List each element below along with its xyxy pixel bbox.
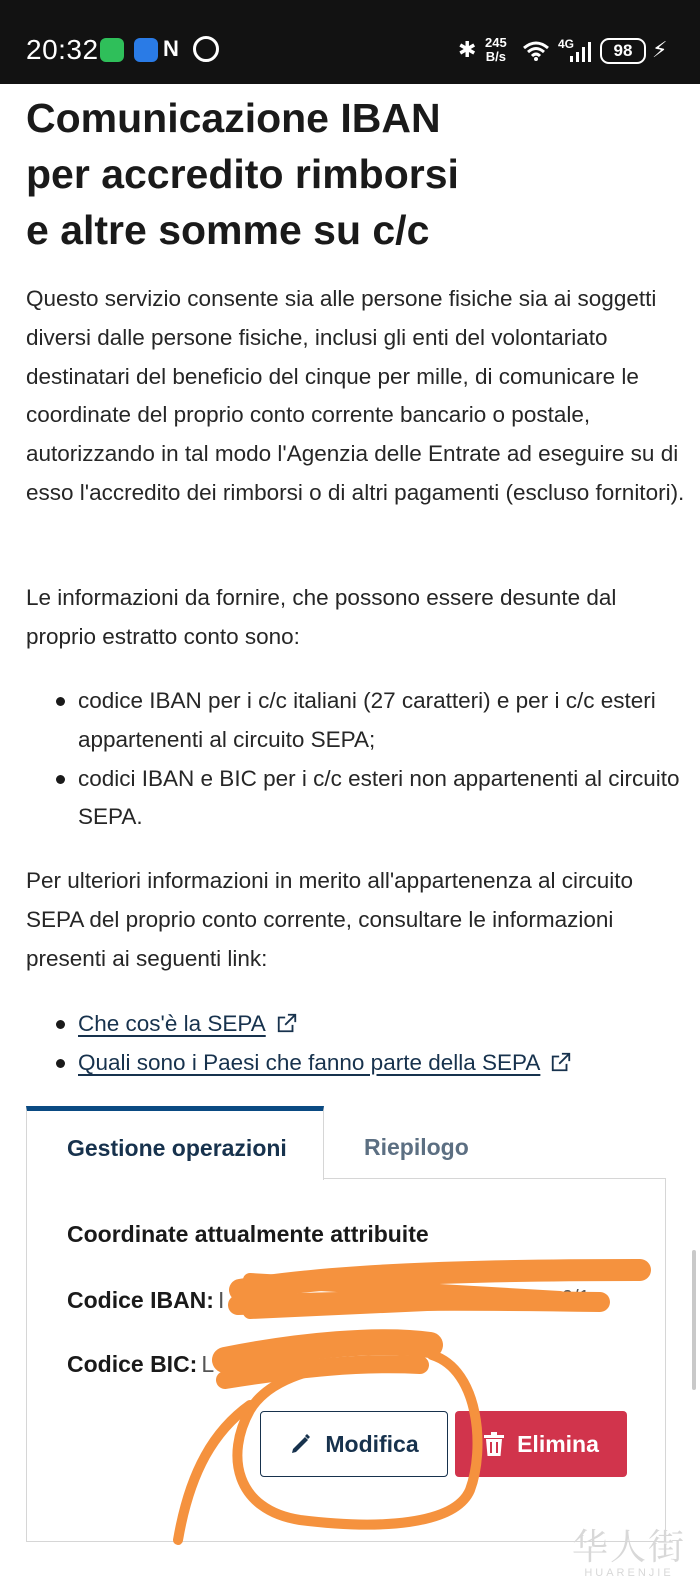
page-title: Comunicazione IBAN per accredito rimborsi e altre somme su c/c: [26, 95, 459, 253]
pencil-icon: [289, 1432, 313, 1456]
bluetooth-icon: ✱: [458, 38, 477, 63]
external-link-icon[interactable]: [276, 1012, 298, 1034]
bic-label: Codice BIC:: [67, 1351, 198, 1377]
sepa-info-link[interactable]: Che cos'è la SEPA: [78, 1011, 266, 1036]
sepa-countries-link[interactable]: Quali sono i Paesi che fanno parte della SEPA: [78, 1049, 541, 1075]
list-item: [26, 1044, 686, 1083]
bic-value: L: [201, 1351, 215, 1377]
battery-indicator: 98: [600, 38, 646, 64]
alarm-icon: [193, 36, 219, 62]
tab-bar: [26, 1106, 666, 1179]
mail-icon: [134, 38, 158, 62]
list-item: [26, 1005, 686, 1044]
iban-label: Codice IBAN:: [67, 1287, 214, 1313]
info-list: [26, 682, 686, 837]
wifi-icon: [522, 40, 550, 62]
network-type: 4G: [558, 37, 575, 51]
edit-button[interactable]: [260, 1411, 448, 1477]
network-speed: 245 B/s: [485, 35, 507, 64]
watermark: 华人街 HUARENJIE: [571, 1526, 686, 1579]
status-bar: [0, 0, 700, 84]
list-item: codice IBAN per i c/c italiani (27 caratteri) e per i c/c esteri appartenenti al circuito SEPA;: [26, 682, 686, 760]
scrollbar[interactable]: [692, 1250, 696, 1390]
sepa-intro-paragraph: Per ulteriori informazioni in merito all'appartenenza al circuito SEPA del proprio conto corrente, consultare le informazioni presenti ai seguenti link:: [26, 868, 634, 971]
signal-icon: [570, 42, 592, 62]
edit-button-label: Modifica: [325, 1430, 419, 1457]
iban-value: I: [217, 1287, 225, 1313]
panel-heading: Coordinate attualmente attribuite: [67, 1221, 429, 1247]
sepa-links-list: [26, 1005, 686, 1083]
nfc-icon: N: [163, 36, 179, 61]
list-item: codici IBAN e BIC per i c/c esteri non appartenenti al circuito SEPA.: [26, 760, 686, 838]
info-intro-paragraph: Le informazioni da fornire, che possono essere desunte dal proprio estratto conto sono:: [26, 585, 617, 649]
bic-field: [67, 1351, 214, 1378]
tab-panel: [26, 1179, 666, 1542]
trash-icon: [483, 1432, 505, 1456]
main-content: [26, 90, 685, 1075]
intro-paragraph: Questo servizio consente sia alle persone fisiche sia ai soggetti diversi dalle persone fisiche, inclusi gli enti del volontariato destinatari del beneficio del cinque per mille, di comunicare le coordinate del proprio conto corrente bancario o postale, autorizzando in tal modo l'Agenzia delle Entrate ad eseguire su di esso l'accredito dei rimborsi o di altri pagamenti (escluso fornitori).: [26, 286, 685, 505]
delete-button-label: Elimina: [517, 1430, 599, 1457]
tab-riepilogo[interactable]: Riepilogo: [324, 1106, 666, 1179]
delete-button[interactable]: [455, 1411, 627, 1477]
clock: 20:32: [26, 34, 99, 65]
iban-value-tail: 9/1: [562, 1287, 590, 1309]
iban-field: [67, 1287, 590, 1314]
tab-gestione-operazioni[interactable]: Gestione operazioni: [26, 1106, 324, 1180]
operations-tabs: [26, 1106, 666, 1457]
external-link-icon[interactable]: [550, 1051, 572, 1073]
charging-icon: ⚡: [652, 38, 668, 63]
hourglass-app-icon: [100, 38, 124, 62]
